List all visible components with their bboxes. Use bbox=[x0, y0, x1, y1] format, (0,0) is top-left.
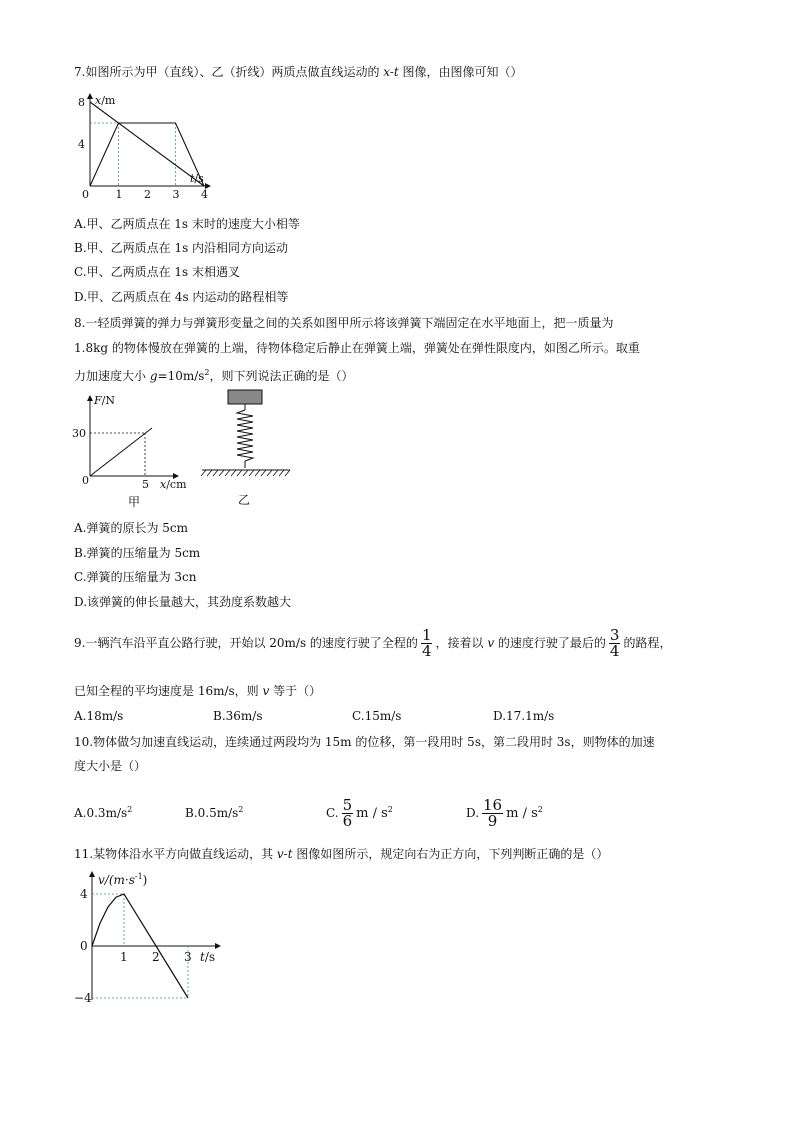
q11-stem: 11.某物体沿水平方向做直线运动，其 v-t 图像如图所示，规定向右为正方向，下列判断正确的是（） bbox=[74, 847, 609, 861]
q8-ground-hatch bbox=[279, 470, 284, 476]
q9-frac-3-4: $\frac{3}{4}$ bbox=[609, 626, 620, 660]
q8-caption-left: 甲 bbox=[128, 495, 141, 509]
q9-stem-line1: 9.一辆汽车沿平直公路行驶，开始以 20m/s 的速度行驶了全程的 $\frac{1}{4}$ ，接着以 v 的速度行驶了最后的 $\frac{3}{4}$ 的路程， bbox=[74, 626, 672, 660]
q8-ground-hatch bbox=[207, 470, 212, 476]
q8-ground-hatch bbox=[267, 470, 272, 476]
q8-ground-hatch bbox=[231, 470, 236, 476]
q8-ground-hatch bbox=[201, 470, 206, 476]
q11-y-tick-neg4: −4 bbox=[74, 991, 92, 1005]
q8-ground-hatch bbox=[261, 470, 266, 476]
q8-stem-line1: 8.一轻质弹簧的弹力与弹簧形变量之间的关系如图甲所示将该弹簧下端固定在水平地面上，把一质量为 bbox=[74, 316, 614, 330]
q8-caption-right: 乙 bbox=[238, 493, 251, 507]
q7-y-tick-8: 8 bbox=[78, 96, 85, 109]
q8-ground-hatch bbox=[213, 470, 218, 476]
q8-ground-hatch bbox=[243, 470, 248, 476]
q8-stem-line3: 力加速度大小 $g=10m/s^2$，则下列说法正确的是（） bbox=[74, 368, 354, 383]
q11-x-tick-1: 1 bbox=[120, 950, 128, 964]
q7-x-label: t/s bbox=[190, 172, 204, 185]
q8-option-b: B.弹簧的压缩量为 5cm bbox=[74, 546, 201, 560]
q8-ground-hatch bbox=[273, 470, 278, 476]
q9-stem-line2: 已知全程的平均速度是 16m/s，则 v 等于（） bbox=[74, 684, 322, 698]
q10-option-c: C. $\frac{5}{6}$ m / $s^2$ bbox=[326, 796, 393, 830]
q9-option-c: C.15m/s bbox=[352, 709, 402, 723]
q11-vt-graph bbox=[70, 868, 230, 1006]
q7-series-jia bbox=[90, 102, 204, 186]
q11-x-tick-3: 3 bbox=[184, 950, 192, 964]
q8-origin: 0 bbox=[82, 474, 89, 487]
q8-y-tick-30: 30 bbox=[72, 427, 86, 440]
q8-option-c: C.弹簧的压缩量为 3cn bbox=[74, 570, 197, 584]
q10-option-b: $B.0.5m/s^2$ bbox=[185, 805, 244, 820]
q10-option-d: D. $\frac{16}{9}$ m / $s^2$ bbox=[466, 796, 543, 830]
q7-stem: 7.如图所示为甲（直线）、乙（折线）两质点做直线运动的 x-t 图像，由图像可知（） bbox=[74, 65, 523, 79]
q8-ground-hatch bbox=[225, 470, 230, 476]
q10-option-a: $A.0.3m/s^2$ bbox=[74, 805, 133, 820]
q8-option-a: A.弹簧的原长为 5cm bbox=[74, 521, 189, 535]
q10-stem-line1: 10.物体做匀加速直线运动，连续通过两段均为 15m 的位移，第一段用时 5s，第二段用时 3s，则物体的加速 bbox=[74, 735, 655, 749]
q8-stem-line2: 1.8kg 的物体慢放在弹簧的上端，待物体稳定后静止在弹簧上端，弹簧处在弹性限度内，如图乙所示。取重 bbox=[74, 341, 640, 355]
q8-ground-hatch bbox=[219, 470, 224, 476]
q7-y-label: x/m bbox=[95, 94, 116, 107]
q11-x-label: t/s bbox=[200, 950, 216, 964]
q11-y-label: $v/(m\cdot s^{-1})$ bbox=[98, 872, 148, 887]
q7-x-tick-1: 1 bbox=[115, 188, 123, 201]
q9-frac-1-4: $\frac{1}{4}$ bbox=[421, 626, 432, 660]
q7-origin: 0 bbox=[82, 188, 89, 201]
q8-option-d: D.该弹簧的伸长量越大，其劲度系数越大 bbox=[74, 595, 292, 609]
q8-ground-hatch bbox=[249, 470, 254, 476]
q8-x-label: x/cm bbox=[160, 478, 187, 491]
q8-y-label: F/N bbox=[94, 394, 115, 407]
q7-xt-graph bbox=[70, 90, 220, 202]
q8-block bbox=[228, 390, 262, 404]
q8-ground-hatch bbox=[237, 470, 242, 476]
q9-option-a: A.18m/s bbox=[74, 709, 124, 723]
q7-option-b: B.甲、乙两质点在 1s 内沿相同方向运动 bbox=[74, 241, 289, 255]
q8-ground-hatch bbox=[285, 470, 290, 476]
q8-ground-hatch bbox=[255, 470, 260, 476]
q7-y-tick-4: 4 bbox=[78, 138, 85, 151]
q11-x-tick-2: 2 bbox=[152, 950, 160, 964]
q8-x-tick-5: 5 bbox=[142, 478, 149, 491]
q7-x-tick-2: 2 bbox=[144, 188, 151, 201]
q7-series-yi bbox=[90, 123, 204, 186]
q9-option-d: D.17.1m/s bbox=[493, 709, 555, 723]
q8-fx-graph bbox=[70, 392, 200, 512]
q8-spring bbox=[237, 410, 253, 461]
q7-x-tick-4: 4 bbox=[201, 188, 208, 201]
q7-option-c: C.甲、乙两质点在 1s 末相遇叉 bbox=[74, 265, 240, 279]
q11-y-tick-4: 4 bbox=[80, 887, 88, 901]
q7-option-a: A.甲、乙两质点在 1s 末时的速度大小相等 bbox=[74, 217, 300, 231]
q8-fx-line bbox=[90, 428, 152, 476]
q7-option-d: D.甲、乙两质点在 4s 内运动的路程相等 bbox=[74, 290, 289, 304]
q11-y-tick-0: 0 bbox=[80, 939, 88, 953]
q8-spring-figure bbox=[198, 390, 298, 512]
q10-stem-line2: 度大小是（） bbox=[74, 759, 147, 773]
q9-option-b: B.36m/s bbox=[213, 709, 263, 723]
q7-x-tick-3: 3 bbox=[172, 188, 180, 201]
